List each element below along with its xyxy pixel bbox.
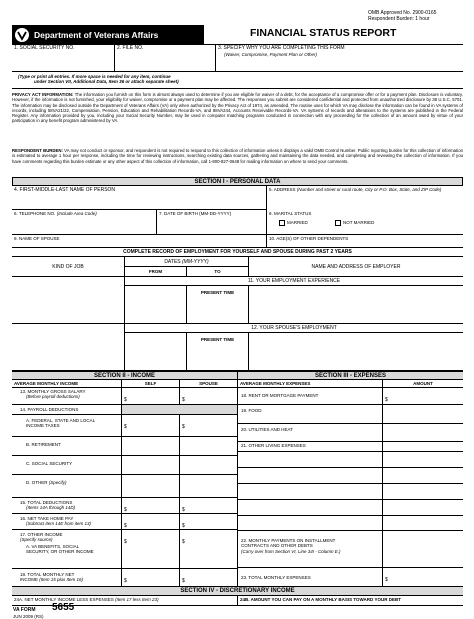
section-3-header: SECTION III - EXPENSES <box>238 371 463 380</box>
dates-label-row <box>125 257 248 265</box>
footer-va-form: VA FORM <box>13 607 36 613</box>
phone-label-row <box>12 210 156 217</box>
married-checkbox[interactable] <box>279 220 285 226</box>
income-row-14 <box>12 405 122 415</box>
dollar-sign: $ <box>182 578 185 584</box>
income-row-label: C. SOCIAL SECURITY <box>26 461 73 466</box>
income-row-15 <box>12 498 122 514</box>
item-24a-hint: (Item 17 less Item 23) <box>115 597 159 602</box>
income-row-label: 17. OTHER INCOME <box>20 532 63 537</box>
income-row-label-row <box>12 569 121 583</box>
income-14d-self[interactable] <box>122 475 180 498</box>
expense-22-amount[interactable] <box>383 531 463 568</box>
expense-row-label: 23. TOTAL MONTHLY EXPENSES <box>241 575 311 580</box>
item-24a-label: 24A. NET MONTHLY INCOME LESS EXPENSES <box>14 597 114 602</box>
expense-21-line-5[interactable] <box>238 516 383 531</box>
from-header: FROM <box>125 267 187 277</box>
dollar-sign: $ <box>385 577 388 583</box>
income-15-self[interactable] <box>122 498 180 514</box>
expense-row-21 <box>238 442 383 452</box>
income-14b-self[interactable] <box>122 437 180 456</box>
ssn-label: 1. SOCIAL SECURITY NO. <box>14 45 75 51</box>
instructions-line2: under Section VII, Additional Data, Item 36 or attach separate sheet) <box>34 79 179 85</box>
privacy-text: The information you furnish on this form is almost always used to determine if you are eligible for waiver of a debt, for the acceptance of a compromise offer or for a payment plan. Disclosure is voluntary. However, if the information is not furnished, your eligibility for waiver, compromise or a payment plan may be affected. The responses you submit are considered confidential and protected from unauthorized disclosure by 38 U.S.C. 5701. The information may be disclosed outside the Department of Veterans Affairs (VA) only when authorized by the Privacy Act of 1974, as amended. The routine uses for which VA may disclose the information can be found in VA systems of records, including 58VA21/22, Compensation, Pension, Education and Rehabilitation Records-VA, and 88VA244, Accounts Receivable Records-VA. VA systems of records and alterations to the systems are published in the Federal Register. Any information provided by you, including your Social Security Number, may be used in computer matching programs conducted in connection with any proceeding for the collection of an amount owed by virtue of your participation in any benefit program administered by VA. <box>12 92 463 124</box>
item-24a-field[interactable] <box>12 596 238 606</box>
expense-col-label: AVERAGE MONTHLY EXPENSES <box>238 380 383 388</box>
item-24b-field[interactable] <box>238 596 463 606</box>
file-no-field[interactable] <box>115 44 216 72</box>
dob-field[interactable] <box>157 210 267 235</box>
expense-18-amount[interactable] <box>383 388 463 405</box>
expense-row-label: 19. FOOD <box>241 408 262 413</box>
dollar-sign: $ <box>124 507 127 513</box>
income-row-label: 16. NET TAKE HOME PAY <box>20 516 74 521</box>
dependents-ages-field[interactable] <box>267 235 463 248</box>
name-field[interactable] <box>12 186 267 210</box>
income-14a-self[interactable] <box>122 415 180 437</box>
dollar-sign: $ <box>182 424 185 430</box>
section-2-header: SECTION II - INCOME <box>12 371 238 380</box>
your-job-1-employer[interactable] <box>249 286 463 324</box>
your-job-1-kind[interactable] <box>12 277 125 324</box>
income-row-14d <box>12 475 122 498</box>
spouse-job-1-employer[interactable] <box>249 333 463 371</box>
income-row-hint: (Before payroll deductions) <box>26 394 80 400</box>
kind-of-job-label: KIND OF JOB <box>52 264 84 270</box>
expense-21-line-4-amount[interactable] <box>383 500 463 516</box>
expense-table <box>238 388 463 587</box>
dollar-sign: $ <box>124 578 127 584</box>
expense-row-label: 20. UTILITIES AND HEAT <box>241 427 293 432</box>
expense-21-line-4[interactable] <box>238 500 383 516</box>
income-col-self: SELF <box>122 380 180 388</box>
privacy-act-notice <box>12 92 463 124</box>
income-table <box>12 388 238 587</box>
expense-21-line-2[interactable] <box>238 468 383 484</box>
income-row-label: 15. TOTAL DEDUCTIONS <box>20 500 73 505</box>
your-employment-header: 11. YOUR EMPLOYMENT EXPERIENCE <box>125 277 463 286</box>
reason-label: 3. SPECIFY WHY YOU ARE COMPLETING THIS FORM <box>218 45 345 51</box>
income-14a-spouse[interactable] <box>180 415 238 437</box>
omb-approval: OMB Approved No. 2900-0165 <box>368 10 437 16</box>
reason-hint: (Waiver, Compromise, Payment Plan or Other) <box>224 52 317 57</box>
income-13-self[interactable] <box>122 388 180 405</box>
income-16-self[interactable] <box>122 514 180 530</box>
agency-name: Department of Veterans Affairs <box>34 30 159 40</box>
kind-of-job-header <box>12 257 125 277</box>
dollar-sign: $ <box>124 424 127 430</box>
address-hint: (Number and street or rural route, City or P.O. Box, State, and ZIP Code) <box>296 187 442 192</box>
phone-field[interactable] <box>12 210 157 235</box>
instructions-box <box>12 72 216 89</box>
expense-21-amount[interactable] <box>383 442 463 452</box>
your-present-time: PRESENT TIME <box>200 290 235 295</box>
section-1-header: SECTION I - PERSONAL DATA <box>12 177 463 186</box>
burden-text: VA may not conduct or sponsor, and respondent is not required to respond to this collection of information unless it displays a valid OMB Control Number. Public reporting burden for this collection of information is estimated to average 1 hour per response, including the time for reviewing instructions, searching existing data sources, gathering and maintaining the data needed, and completing and reviewing the collection of information. If you have comments regarding this burden estimate or any other aspect of this collection of information, call 1-800-827-0648 for mailing information on where to send your comments. <box>12 148 463 164</box>
expense-row-19 <box>238 405 383 424</box>
agency-banner <box>12 25 204 44</box>
income-row-label-row <box>12 475 121 485</box>
income-16-spouse[interactable] <box>180 514 238 530</box>
instructions-line1: (Type or print all entries. If more space is needed for any item, continue <box>18 74 171 79</box>
expense-row-label: 18. RENT OR MORTGAGE PAYMENT <box>241 393 319 398</box>
expense-21-line-3-amount[interactable] <box>383 484 463 500</box>
income-15-spouse[interactable] <box>180 498 238 514</box>
income-row-14a <box>12 415 122 437</box>
spouse-name-field[interactable] <box>12 235 267 248</box>
dollar-sign: $ <box>182 539 185 545</box>
spouse-present-time: PRESENT TIME <box>200 337 235 342</box>
phone-label: 6. TELEPHONE NO. <box>14 211 56 216</box>
income-18-spouse[interactable] <box>180 568 238 587</box>
address-label-row <box>267 186 463 193</box>
form-title: FINANCIAL STATUS REPORT <box>250 27 397 39</box>
dates-hint: (MM-YYYY) <box>182 259 209 265</box>
income-13-spouse[interactable] <box>180 388 238 405</box>
income-14-shaded <box>122 405 238 415</box>
expense-row-20 <box>238 424 383 442</box>
dollar-sign: $ <box>124 397 127 403</box>
employment-header: COMPLETE RECORD OF EMPLOYMENT FOR YOURSELF AND SPOUSE DURING PAST 2 YEARS <box>12 248 463 257</box>
dollar-sign: $ <box>124 539 127 545</box>
expense-row-22 <box>238 531 383 568</box>
income-col-label: AVERAGE MONTHLY INCOME <box>12 380 122 388</box>
section-4-header: SECTION IV - DISCRETIONARY INCOME <box>12 587 463 596</box>
expense-row-label: 21. OTHER LIVING EXPENSES <box>241 443 306 448</box>
income-14c-self[interactable] <box>122 456 180 475</box>
income-row-hint: (Specify source) <box>20 537 53 543</box>
expense-21-line-3[interactable] <box>238 484 383 500</box>
income-row-14c <box>12 456 122 475</box>
footer-date: JUN 2009 (RS) <box>13 614 44 619</box>
dollar-sign: $ <box>182 397 185 403</box>
not-married-checkbox[interactable] <box>335 220 341 226</box>
income-row-hint: (Item 15 plus Item 16) <box>39 577 84 583</box>
income-row-17 <box>12 530 122 568</box>
income-row-label: 18. TOTAL MONTHLY NET INCOME <box>20 572 75 583</box>
employer-label: NAME AND ADDRESS OF EMPLOYER <box>311 264 401 270</box>
income-row-label: 14. PAYROLL DEDUCTIONS <box>20 407 79 412</box>
income-row-14b <box>12 437 122 456</box>
income-row-label: 13. MONTHLY GROSS SALARY <box>20 389 86 394</box>
name-label: 4. FIRST-MIDDLE-LAST NAME OF PERSON <box>14 187 116 193</box>
expense-21-line-5-amount[interactable] <box>383 516 463 531</box>
income-row-label: D. OTHER <box>26 480 48 485</box>
ssn-field[interactable] <box>12 44 115 72</box>
your-job-1-to[interactable] <box>187 286 249 324</box>
employer-header <box>249 257 463 277</box>
file-no-label: 2. FILE NO. <box>117 45 144 51</box>
expense-21-line-1[interactable] <box>238 452 383 468</box>
item-24b-label: 24B. AMOUNT YOU CAN PAY ON A MONTHLY BASIS TOWARD YOUR DEBT <box>240 597 401 602</box>
income-row-label: B. RETIREMENT <box>26 442 61 447</box>
income-18-self[interactable] <box>122 568 180 587</box>
income-14d-spouse[interactable] <box>180 475 238 498</box>
income-row-18 <box>12 568 122 587</box>
income-14b-spouse[interactable] <box>180 437 238 456</box>
footer-form-number: 5655 <box>52 602 75 613</box>
spouse-job-1-from[interactable] <box>125 333 187 371</box>
instructions-spacer <box>216 72 463 89</box>
item-24a-label-row <box>12 596 237 603</box>
respondent-burden-notice <box>12 148 463 164</box>
expense-21-line-2-amount[interactable] <box>383 468 463 484</box>
to-header: TO <box>187 267 249 277</box>
dollar-sign: $ <box>385 397 388 403</box>
spouse-job-1-kind[interactable] <box>12 324 125 371</box>
married-option[interactable] <box>279 220 308 226</box>
expense-19-amount[interactable] <box>383 405 463 424</box>
income-row-17a-label: A. VA BENEFITS, SOCIAL SECURITY, OR OTHER INCOME <box>26 543 94 555</box>
burden-heading: RESPONDENT BURDEN: <box>12 148 63 153</box>
reason-field[interactable] <box>216 44 463 72</box>
dollar-sign: $ <box>182 523 185 529</box>
dollar-sign: $ <box>182 507 185 513</box>
income-row-16 <box>12 514 122 530</box>
expense-row-18 <box>238 388 383 405</box>
address-label: 5. ADDRESS <box>269 187 296 192</box>
dependents-ages-label: 10. AGE(S) OF OTHER DEPENDENTS <box>269 236 349 241</box>
expense-row-label: 22. MONTHLY PAYMENTS ON INSTALLMENT CONTRACTS AND OTHER DEBTS <box>241 538 336 549</box>
dob-label: 7. DATE OF BIRTH (MM-DD-YYYY) <box>159 211 232 216</box>
income-row-hint: (Specify) <box>48 480 67 485</box>
marital-status-field <box>267 210 463 235</box>
income-17-self[interactable] <box>122 530 180 568</box>
expense-20-amount[interactable] <box>383 424 463 442</box>
phone-hint: (Include Area Code) <box>56 211 97 216</box>
income-row-hint: (Items 14A through 14D) <box>26 505 76 511</box>
dates-label: DATES <box>164 259 181 265</box>
income-17-spouse[interactable] <box>180 530 238 568</box>
spouse-employment-header: 12. YOUR SPOUSE'S EMPLOYMENT <box>125 324 463 333</box>
not-married-option[interactable] <box>335 220 374 226</box>
expense-col-amount: AMOUNT <box>383 380 463 388</box>
expense-row-23 <box>238 568 383 587</box>
income-row-hint: (Subtract item 14E from item 13) <box>26 521 92 527</box>
respondent-burden-note: Respondent Burden: 1 hour <box>368 16 430 22</box>
income-row-label: A. FEDERAL, STATE AND LOCAL INCOME TAXES <box>26 418 95 429</box>
income-14c-spouse[interactable] <box>180 456 238 475</box>
income-col-spouse: SPOUSE <box>180 380 238 388</box>
married-label: MARRIED <box>287 220 308 226</box>
expense-21-line-1-amount[interactable] <box>383 452 463 468</box>
spouse-name-label: 9. NAME OF SPOUSE <box>14 236 60 241</box>
your-job-1-from[interactable] <box>125 286 187 324</box>
dollar-sign: $ <box>124 523 127 529</box>
not-married-label: NOT MARRIED <box>343 220 375 226</box>
va-seal-icon <box>15 28 29 42</box>
marital-label: 8. MARITAL STATUS <box>269 211 312 216</box>
spouse-job-1-to[interactable] <box>187 333 249 371</box>
income-row-13 <box>12 388 122 405</box>
expense-23-amount[interactable] <box>383 568 463 587</box>
expense-row-hint: (Carry over from Section VI, Line 34I - Column E.) <box>241 548 341 554</box>
privacy-heading: PRIVACY ACT INFORMATION: <box>12 92 74 97</box>
dates-header <box>125 257 249 267</box>
